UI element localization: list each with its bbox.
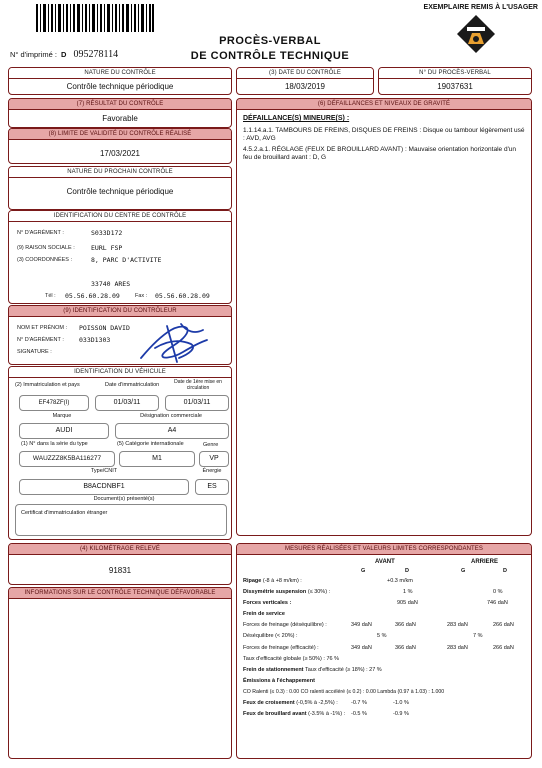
copy-label: EXEMPLAIRE REMIS À L'USAGER (423, 4, 538, 11)
imprime-number (10, 49, 118, 60)
centre-city-value: 33740 ARES (91, 280, 131, 288)
controleur-signature-label: SIGNATURE : (17, 349, 52, 355)
date-controle-panel (236, 67, 374, 95)
resultat-header: (7) RÉSULTAT DU CONTRÔLE (9, 99, 231, 110)
infos-defavorable-panel (8, 587, 232, 759)
desequilibre-arriere: 7 % (473, 633, 483, 639)
col-d-avant: D (405, 568, 409, 574)
resultat-panel (8, 98, 232, 128)
defaillances-title: DÉFAILLANCE(S) MINEURE(S) : (243, 115, 350, 122)
centre-agrement-label: N° D'AGRÉMENT : (17, 230, 64, 236)
ripage-row (243, 578, 302, 584)
date-first-label: Date de 1ère mise en circulation (174, 379, 222, 391)
centre-agrement-value: S033D172 (91, 229, 123, 237)
date-controle-header: (3) DATE DU CONTRÔLE (237, 68, 373, 79)
energie-label: Énergie (202, 468, 222, 474)
signature-image (137, 318, 213, 366)
controleur-agrement-label: N° D'AGRÉMENT : (17, 337, 64, 343)
ripage-label: Ripage (243, 578, 262, 584)
defaillances-header: (6) DÉFAILLANCES ET NIVEAUX DE GRAVITÉ (237, 99, 531, 110)
freinage-deseq-value: 283 daN (447, 622, 468, 628)
type-value: B8ACDNBF1 (19, 479, 189, 495)
centre-coord-value: 8, PARC D'ACTIVITE (91, 256, 162, 264)
kilometrage-value: 91831 (108, 566, 132, 575)
croisement-row (243, 700, 338, 706)
croisement-label: Feux de croisement (243, 700, 295, 706)
imprime-letter: D (61, 50, 67, 59)
brouillard-limit: (-3.5% à -1%) : (308, 711, 346, 717)
freinage-deseq-value: 266 daN (493, 622, 514, 628)
prochain-panel (8, 166, 232, 210)
dissym-arriere: 0 % (493, 589, 503, 595)
vehicule-header: IDENTIFICATION DU VÉHICULE (9, 367, 231, 378)
centre-coord-label: (3) COORDONNÉES : (17, 257, 73, 263)
nature-controle-value: Contrôle technique périodique (66, 82, 174, 91)
centre-tel-value: 05.56.60.28.09 (65, 292, 120, 300)
pv-number-panel (378, 67, 532, 95)
freinage-eff-value: 283 daN (447, 645, 468, 651)
pv-number-value: 19037631 (437, 82, 473, 91)
defaillances-panel (236, 98, 532, 536)
title-line1: PROCÈS-VERBAL (219, 35, 321, 47)
centre-fax-value: 05.56.60.28.09 (155, 292, 210, 300)
imprime-label: N° d'imprimé : (10, 50, 57, 59)
avant-label: AVANT (375, 559, 395, 565)
date-immat-label: Date d'immatriculation (105, 382, 160, 388)
marque-label: Marque (52, 413, 72, 419)
dissym-limit: (≤ 30%) : (307, 589, 331, 595)
prochain-header: NATURE DU PROCHAIN CONTRÔLE (9, 167, 231, 178)
croisement-limit: (-0,5% à -2,5%) : (296, 700, 338, 706)
dissym-label: Dissymétrie suspension (243, 589, 307, 595)
ripage-value: +0.3 m/km (387, 578, 413, 584)
stationnement-value: Taux d'efficacité (≥ 18%) : 27 % (304, 667, 382, 673)
freinage-eff-value: 349 daN (351, 645, 372, 651)
forces-vert-arriere: 746 daN (487, 600, 508, 606)
validite-header: (8) LIMITE DE VALIDITÉ DU CONTRÔLE RÉALISÉ (9, 129, 231, 140)
brouillard-g: -0.5 % (351, 711, 367, 717)
stationnement-row (243, 667, 382, 673)
validite-panel (8, 128, 232, 164)
barcode (36, 4, 154, 32)
freinage-deseq-label: Forces de freinage (déséquilibre) : (243, 622, 327, 628)
energie-value: ES (195, 479, 229, 495)
prochain-value: Contrôle technique périodique (66, 187, 174, 196)
controleur-agrement-value: 033D1303 (79, 336, 111, 344)
designation-label: Désignation commerciale (140, 413, 202, 419)
arriere-label: ARRIERE (471, 559, 499, 565)
infos-defavorable-header: INFORMATIONS SUR LE CONTRÔLE TECHNIQUE DÉFAVORABLE (9, 588, 231, 599)
serie-value: WAUZZZ8K5BA116277 (19, 451, 115, 467)
centre-panel (8, 210, 232, 304)
brouillard-row (243, 711, 345, 717)
documents-box (15, 504, 227, 536)
categorie-value: M1 (119, 451, 195, 467)
frein-service-label: Frein de service (243, 611, 285, 617)
centre-header: IDENTIFICATION DU CENTRE DE CONTRÔLE (9, 211, 231, 222)
forces-vert-avant: 905 daN (397, 600, 418, 606)
centre-raison-value: EURL FSP (91, 244, 123, 252)
desequilibre-avant: 5 % (377, 633, 387, 639)
documents-value: Certificat d'immatriculation étranger (21, 510, 108, 516)
croisement-d: -1.0 % (393, 700, 409, 706)
vehicule-panel (8, 366, 232, 540)
freinage-eff-label: Forces de freinage (efficacité) : (243, 645, 319, 651)
brouillard-label: Feux de brouillard avant (243, 711, 307, 717)
dissym-avant: 1 % (403, 589, 413, 595)
type-label: Type/CNIT (90, 468, 118, 474)
brouillard-d: -0.9 % (393, 711, 409, 717)
logo-icon (456, 14, 496, 54)
categorie-label: (5) Catégorie internationale (117, 441, 184, 447)
col-g-arriere: G (461, 568, 466, 574)
controleur-nom-value: POISSON DAVID (79, 324, 130, 332)
col-d-arriere: D (503, 568, 507, 574)
dissym-row (243, 589, 330, 595)
freinage-eff-value: 366 daN (395, 645, 416, 651)
freinage-eff-value: 266 daN (493, 645, 514, 651)
emissions-value: CO Ralenti (≤ 0.3) : 0.00 CO ralenti accéléré (≤ 0.2) : 0.00 Lambda (0.97 à 1.03) : 1.000 (243, 689, 445, 695)
centre-raison-label: (9) RAISON SOCIALE : (17, 245, 75, 251)
stationnement-label: Frein de stationnement (243, 667, 304, 673)
emissions-label: Émissions à l'échappement (243, 678, 315, 684)
freinage-deseq-value: 349 daN (351, 622, 372, 628)
kilometrage-panel (8, 543, 232, 585)
immat-label: (2) Immatriculation et pays (15, 382, 80, 388)
croisement-g: -0.7 % (351, 700, 367, 706)
centre-tel-label: Tél : (45, 293, 56, 299)
resultat-value: Favorable (102, 114, 138, 123)
date-controle-value: 18/03/2019 (284, 82, 326, 91)
documents-label: Document(s) présenté(s) (93, 496, 155, 502)
nature-controle-header: NATURE DU CONTRÔLE (9, 68, 231, 79)
marque-value: AUDI (19, 423, 109, 439)
freinage-deseq-value: 366 daN (395, 622, 416, 628)
imprime-value: 095278114 (73, 49, 119, 60)
defaillance-item: 1.1.14.a.1. TAMBOURS DE FREINS, DISQUES DE FREINS : Disque ou tambour légèrement usé : AVD, AVG (243, 127, 525, 142)
serie-label: (1) N° dans la série du type (21, 441, 88, 447)
kilometrage-header: (4) KILOMÉTRAGE RELEVÉ (9, 544, 231, 555)
taux-global: Taux d'efficacité globale (≥ 50%) : 76 % (243, 656, 339, 662)
mesures-panel (236, 543, 532, 759)
ripage-limit: (-8 à +8 m/km) : (262, 578, 302, 584)
nature-controle-panel (8, 67, 232, 95)
date-immat-value: 01/03/11 (95, 395, 159, 411)
validite-value: 17/03/2021 (99, 149, 141, 158)
date-first-value: 01/03/11 (165, 395, 229, 411)
centre-fax-label: Fax : (135, 293, 148, 299)
genre-label: Genre (203, 442, 219, 448)
mesures-header: MESURES RÉALISÉES ET VALEURS LIMITES CORRESPONDANTES (237, 544, 531, 555)
title-line2: DE CONTRÔLE TECHNIQUE (190, 50, 350, 62)
forces-vert-label: Forces verticales : (243, 600, 292, 606)
pv-number-header: N° DU PROCÈS-VERBAL (379, 68, 531, 79)
controleur-nom-label: NOM ET PRÉNOM : (17, 325, 68, 331)
controleur-header: (9) IDENTIFICATION DU CONTRÔLEUR (9, 306, 231, 317)
col-g-avant: G (361, 568, 366, 574)
desequilibre-label: Déséquilibre (< 20%) : (243, 633, 298, 639)
immat-value: EF478ZF(I) (19, 395, 89, 411)
controleur-panel (8, 305, 232, 365)
designation-value: A4 (115, 423, 229, 439)
defaillance-item: 4.5.2.a.1. RÉGLAGE (FEUX DE BROUILLARD AVANT) : Mauvaise orientation horizontale d'un feu de brouillard avant : D, G (243, 146, 517, 161)
genre-value: VP (199, 451, 229, 467)
